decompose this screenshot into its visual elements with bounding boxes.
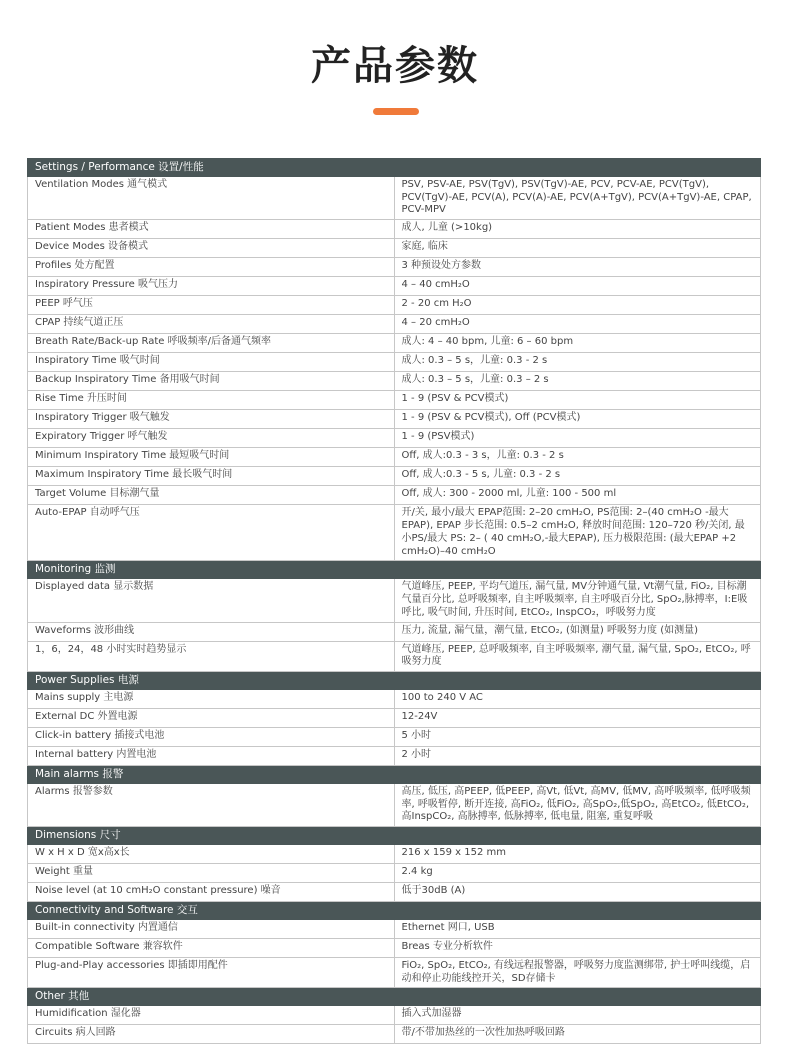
table-row xyxy=(28,467,761,486)
spec-label: Rise Time 升压时间 xyxy=(28,391,395,410)
spec-label: Inspiratory Pressure 吸气压力 xyxy=(28,277,395,296)
table-row xyxy=(28,727,761,746)
section-title: Dimensions 尺寸 xyxy=(28,827,761,845)
section-title: Main alarms 报警 xyxy=(28,765,761,783)
table-row xyxy=(28,882,761,901)
spec-label: Compatible Software 兼容软件 xyxy=(28,938,395,957)
spec-label: Target Volume 目标潮气量 xyxy=(28,486,395,505)
spec-label: Waveforms 波形曲线 xyxy=(28,622,395,641)
spec-label: Auto-EPAP 自动呼气压 xyxy=(28,505,395,561)
spec-label: Click-in battery 插接式电池 xyxy=(28,727,395,746)
spec-label: Profiles 处方配置 xyxy=(28,258,395,277)
spec-value: Off, 成人: 300 - 2000 ml, 儿童: 100 - 500 ml xyxy=(394,486,761,505)
table-row xyxy=(28,372,761,391)
table-row xyxy=(28,296,761,315)
table-row xyxy=(28,783,761,826)
spec-value: 压力, 流量, 漏气量，潮气量, EtCO₂, (如测量) 呼吸努力度 (如测量) xyxy=(394,622,761,641)
spec-value: 2 小时 xyxy=(394,746,761,765)
table-row xyxy=(28,353,761,372)
table-row xyxy=(28,689,761,708)
spec-label: Alarms 报警参数 xyxy=(28,783,395,826)
spec-table xyxy=(27,158,761,1044)
table-row xyxy=(28,486,761,505)
section-title: Connectivity and Software 交互 xyxy=(28,901,761,919)
section-header xyxy=(28,672,761,690)
spec-label: Ventilation Modes 通气模式 xyxy=(28,176,395,219)
table-row xyxy=(28,220,761,239)
spec-value: Breas 专业分析软件 xyxy=(394,938,761,957)
page-title: 产品参数 xyxy=(311,43,479,89)
spec-label: Plug-and-Play accessories 即插即用配件 xyxy=(28,957,395,988)
spec-value: 成人, 儿童 (>10kg) xyxy=(394,220,761,239)
table-row xyxy=(28,315,761,334)
spec-label: Inspiratory Time 吸气时间 xyxy=(28,353,395,372)
section-header xyxy=(28,765,761,783)
table-row xyxy=(28,1025,761,1044)
spec-label: CPAP 持续气道正压 xyxy=(28,315,395,334)
table-row xyxy=(28,919,761,938)
table-row xyxy=(28,708,761,727)
spec-value: 低于30dB (A) xyxy=(394,882,761,901)
spec-value: PSV, PSV-AE, PSV(TgV), PSV(TgV)-AE, PCV, PCV-AE, PCV(TgV), PCV(TgV)-AE, PCV(A), PCV(A)-AE, PCV(A+TgV), PCV(A+TgV)-AE, CPAP, PCV-MPV xyxy=(394,176,761,219)
spec-value: 插入式加湿器 xyxy=(394,1006,761,1025)
spec-label: Backup Inspiratory Time 备用吸气时间 xyxy=(28,372,395,391)
table-row xyxy=(28,957,761,988)
spec-label: Weight 重量 xyxy=(28,863,395,882)
spec-value: 3 种预设处方参数 xyxy=(394,258,761,277)
spec-value: 开/关, 最小/最大 EPAP范围: 2–20 cmH₂O, PS范围: 2–(40 cmH₂O -最大EPAP), EPAP 步长范围: 0.5–2 cmH₂O, 释放时间范围: 120–720 秒/关闭, 最小PS/最大 PS: 2– ( 40 cmH₂O,-最大EPAP), 压力极限范围: (最大EPAP +2 cmH₂O)–40 cmH₂O xyxy=(394,505,761,561)
spec-label: Maximum Inspiratory Time 最长吸气时间 xyxy=(28,467,395,486)
section-header xyxy=(28,901,761,919)
spec-value: 1 - 9 (PSV模式) xyxy=(394,429,761,448)
spec-value: 家庭, 临床 xyxy=(394,239,761,258)
table-row xyxy=(28,176,761,219)
spec-value: 216 x 159 x 152 mm xyxy=(394,844,761,863)
spec-value: 4 – 40 cmH₂O xyxy=(394,277,761,296)
spec-label: Device Modes 设备模式 xyxy=(28,239,395,258)
spec-label: 1，6，24，48 小时实时趋势显示 xyxy=(28,641,395,672)
spec-label: Circuits 病人回路 xyxy=(28,1025,395,1044)
spec-value: 成人: 0.3 – 5 s，儿童: 0.3 – 2 s xyxy=(394,372,761,391)
spec-value: 高压, 低压, 高PEEP, 低PEEP, 高Vt, 低Vt, 高MV, 低MV, 高呼吸频率, 低呼吸频率, 呼吸暂停, 断开连接, 高FiO₂, 低FiO₂, 高SpO₂,低SpO₂, 高EtCO₂, 低EtCO₂, 高InspCO₂, 高脉搏率, 低脉搏率, 低电量, 阻塞, 重复呼吸 xyxy=(394,783,761,826)
section-header xyxy=(28,988,761,1006)
section-title: Monitoring 监测 xyxy=(28,561,761,579)
spec-value: 气道峰压, PEEP, 总呼吸频率, 自主呼吸频率, 潮气量, 漏气量, SpO₂, EtCO₂, 呼吸努力度 xyxy=(394,641,761,672)
table-row xyxy=(28,746,761,765)
table-row xyxy=(28,863,761,882)
spec-label: Noise level (at 10 cmH₂O constant pressure) 噪音 xyxy=(28,882,395,901)
spec-label: Internal battery 内置电池 xyxy=(28,746,395,765)
spec-value: 1 - 9 (PSV & PCV模式) xyxy=(394,391,761,410)
spec-value: 2.4 kg xyxy=(394,863,761,882)
spec-label: Built-in connectivity 内置通信 xyxy=(28,919,395,938)
spec-value: 带/不带加热丝的一次性加热呼吸回路 xyxy=(394,1025,761,1044)
spec-label: External DC 外置电源 xyxy=(28,708,395,727)
table-row xyxy=(28,429,761,448)
spec-value: 成人: 4 – 40 bpm, 儿童: 6 – 60 bpm xyxy=(394,334,761,353)
table-row xyxy=(28,277,761,296)
spec-label: PEEP 呼气压 xyxy=(28,296,395,315)
table-row xyxy=(28,410,761,429)
table-row xyxy=(28,579,761,622)
spec-value: Ethernet 网口, USB xyxy=(394,919,761,938)
spec-label: Patient Modes 患者模式 xyxy=(28,220,395,239)
spec-value: Off, 成人:0.3 - 3 s，儿童: 0.3 - 2 s xyxy=(394,448,761,467)
title-underline xyxy=(373,108,419,115)
section-title: Other 其他 xyxy=(28,988,761,1006)
spec-value: 12-24V xyxy=(394,708,761,727)
spec-value: FiO₂, SpO₂, EtCO₂, 有线远程报警器，呼吸努力度监测绑带, 护士呼叫线缆，启动和停止功能线控开关，SD存储卡 xyxy=(394,957,761,988)
table-row xyxy=(28,938,761,957)
spec-label: Breath Rate/Back-up Rate 呼吸频率/后备通气频率 xyxy=(28,334,395,353)
spec-table-body xyxy=(28,159,761,1044)
table-row xyxy=(28,844,761,863)
spec-label: W x H x D 宽x高x长 xyxy=(28,844,395,863)
spec-label: Minimum Inspiratory Time 最短吸气时间 xyxy=(28,448,395,467)
section-title: Power Supplies 电源 xyxy=(28,672,761,690)
table-row xyxy=(28,391,761,410)
table-row xyxy=(28,622,761,641)
table-row xyxy=(28,258,761,277)
table-row xyxy=(28,1006,761,1025)
section-title: Settings / Performance 设置/性能 xyxy=(28,159,761,177)
spec-value: 100 to 240 V AC xyxy=(394,689,761,708)
spec-label: Displayed data 显示数据 xyxy=(28,579,395,622)
table-row xyxy=(28,641,761,672)
section-header xyxy=(28,159,761,177)
spec-label: Inspiratory Trigger 吸气触发 xyxy=(28,410,395,429)
spec-value: 5 小时 xyxy=(394,727,761,746)
table-row xyxy=(28,505,761,561)
spec-value: Off, 成人:0.3 - 5 s, 儿童: 0.3 - 2 s xyxy=(394,467,761,486)
spec-label: Humidification 湿化器 xyxy=(28,1006,395,1025)
spec-label: Expiratory Trigger 呼气触发 xyxy=(28,429,395,448)
spec-value: 1 - 9 (PSV & PCV模式), Off (PCV模式) xyxy=(394,410,761,429)
table-row xyxy=(28,239,761,258)
section-header xyxy=(28,827,761,845)
section-header xyxy=(28,561,761,579)
spec-value: 2 - 20 cm H₂O xyxy=(394,296,761,315)
spec-value: 成人: 0.3 – 5 s，儿童: 0.3 - 2 s xyxy=(394,353,761,372)
table-row xyxy=(28,448,761,467)
table-row xyxy=(28,334,761,353)
spec-label: Mains supply 主电源 xyxy=(28,689,395,708)
spec-value: 气道峰压, PEEP, 平均气道压, 漏气量, MV分钟通气量, Vt潮气量, FiO₂, 目标潮气量百分比, 总呼吸频率, 自主呼吸频率, 自主呼吸百分比, SpO₂,脉搏率，I:E吸呼比, 吸气时间, 升压时间, EtCO₂, InspCO₂，呼吸努力度 xyxy=(394,579,761,622)
spec-value: 4 – 20 cmH₂O xyxy=(394,315,761,334)
